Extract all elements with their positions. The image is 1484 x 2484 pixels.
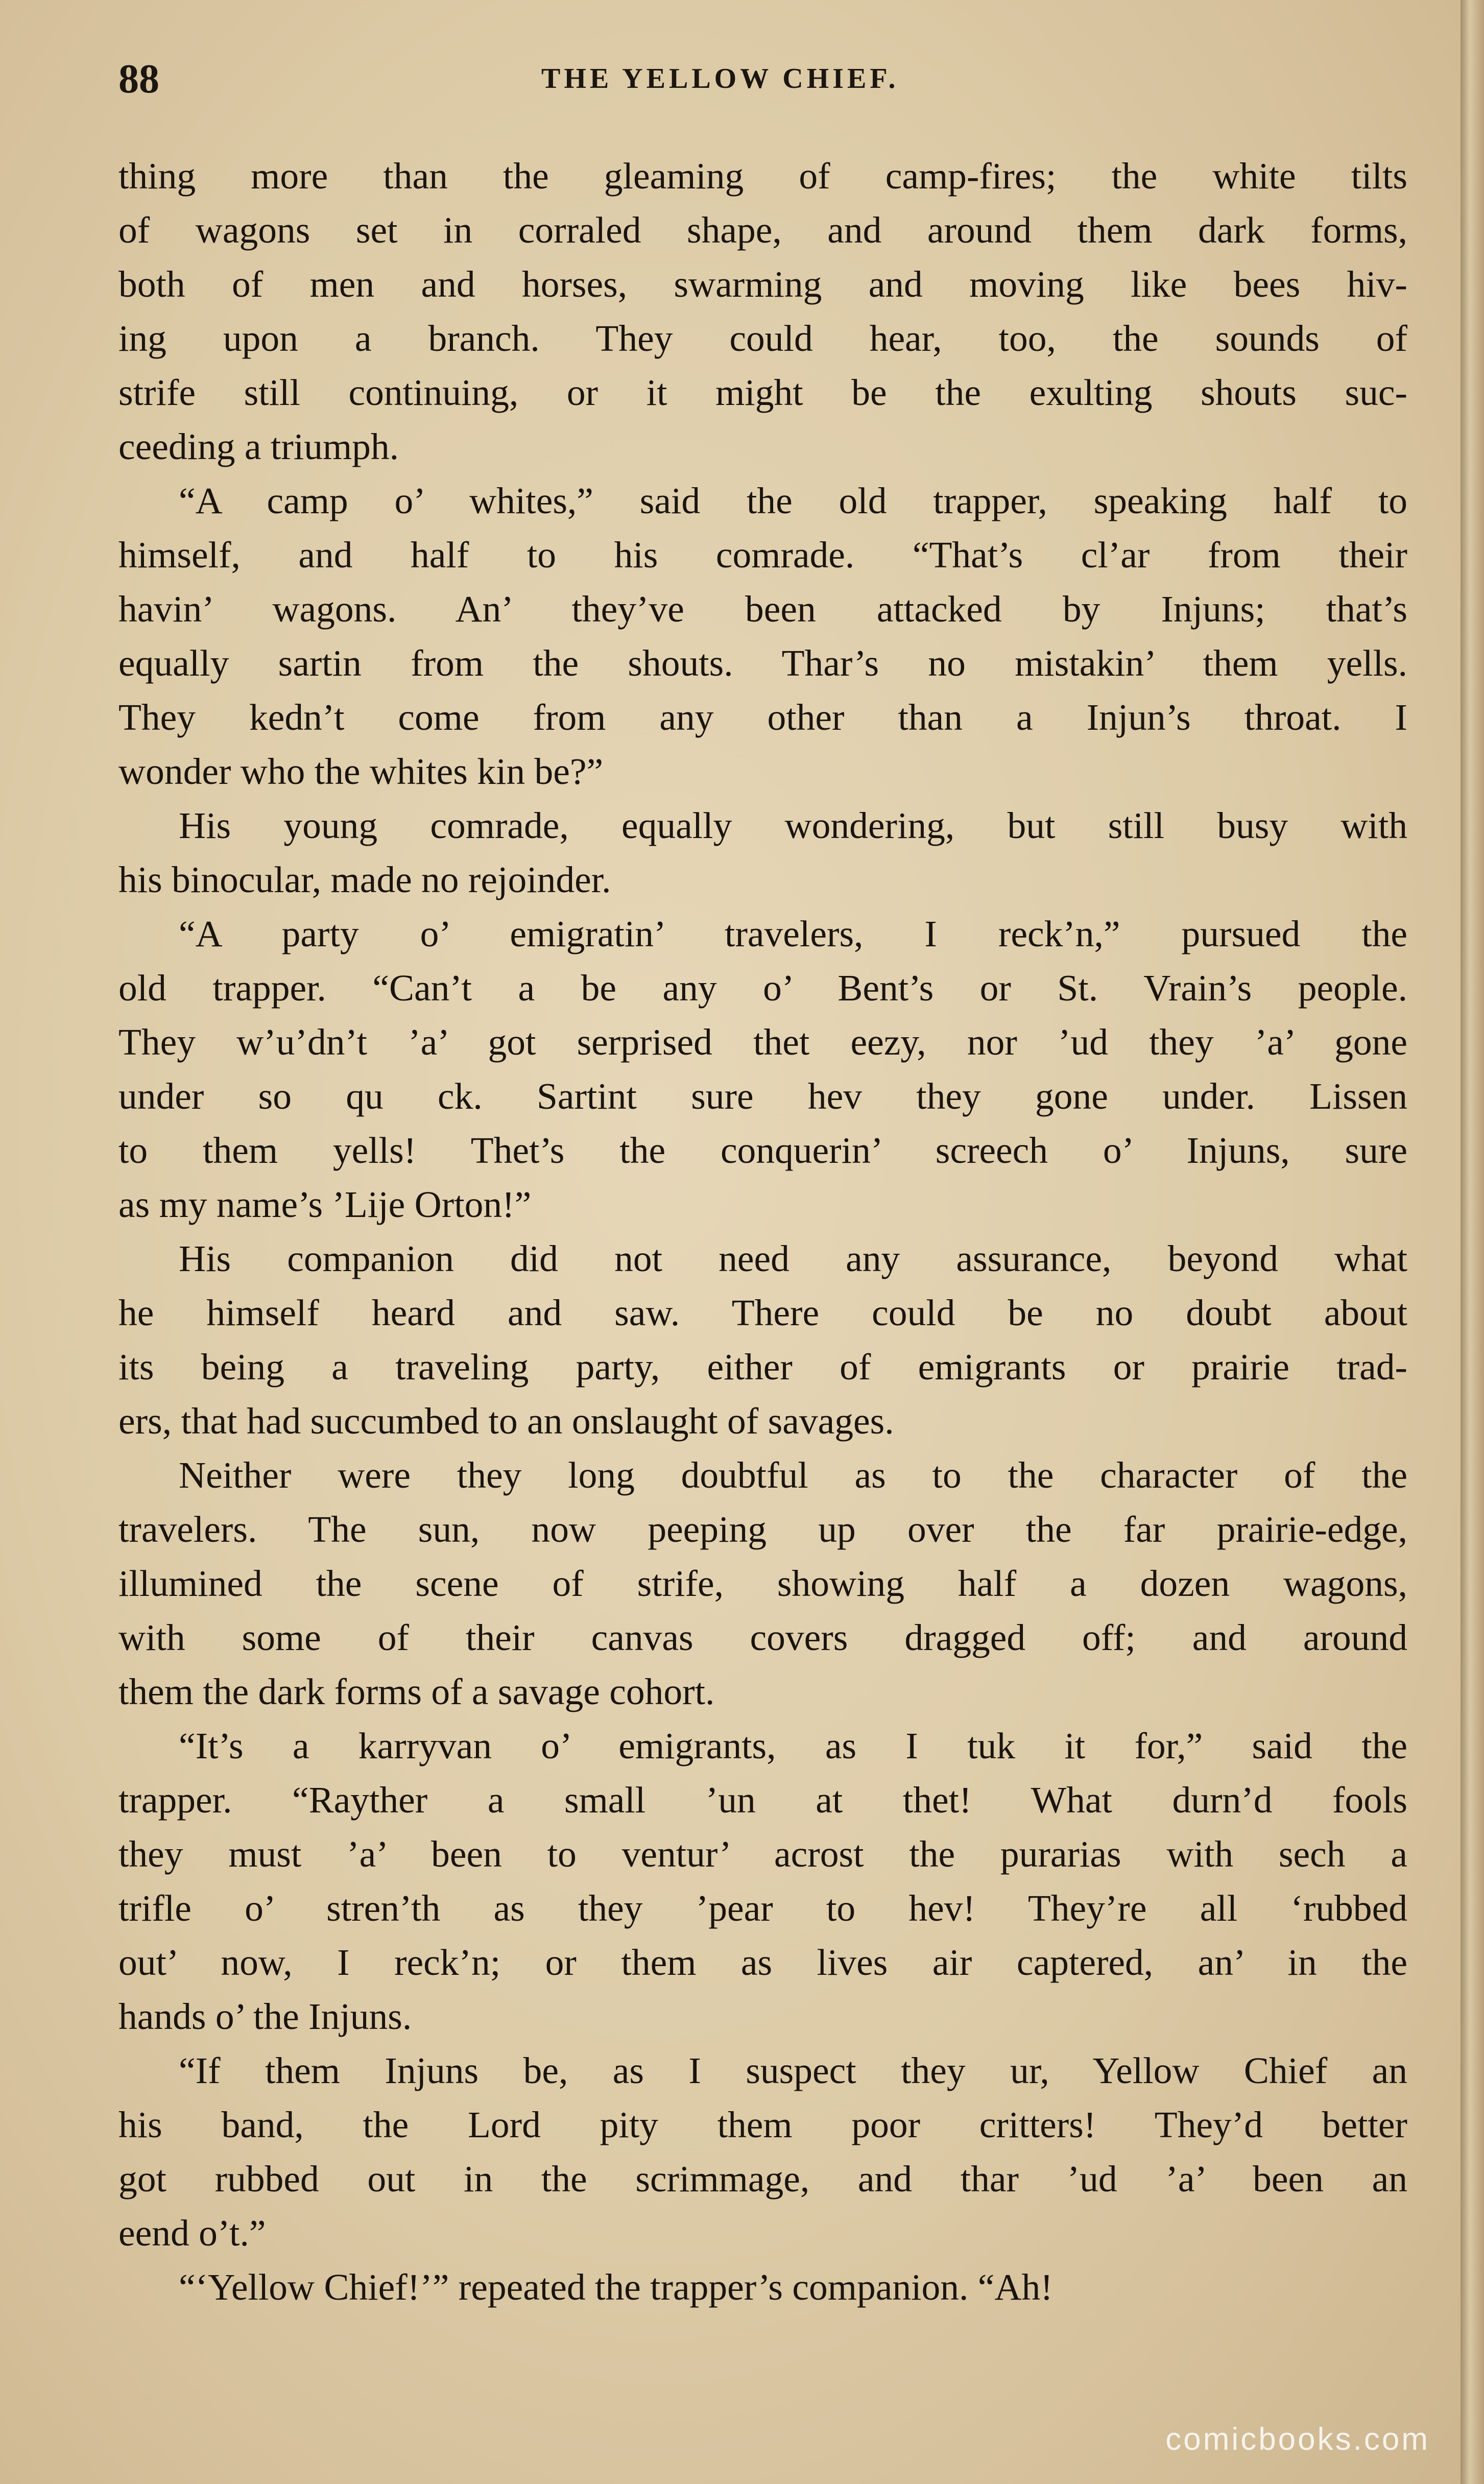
page-number: 88 [118,57,159,102]
text-line: old trapper. “Can’t a be any o’ Bent’s or St. Vrain’s people. [118,967,1407,1009]
text-line: trapper. “Rayther a small ’un at thet! What durn’d fools [118,1779,1407,1821]
text-line: got rubbed out in the scrimmage, and thar ’ud ’a’ been an [118,2158,1407,2200]
text-line: them the dark forms of a savage cohort. [118,1671,715,1712]
text-line: strife still continuing, or it might be the exulting shouts suc- [118,372,1407,413]
paragraph [118,1232,1407,1448]
text-line: His companion did not need any assurance, beyond what [179,1238,1407,1279]
text-line: “A party o’ emigratin’ travelers, I reck’n,” pursued the [179,913,1407,954]
text-line: under so qu ck. Sartint sure hev they gone under. Lissen [118,1076,1407,1117]
text-line: of wagons set in corraled shape, and around them dark forms, [118,209,1407,251]
text-line: his band, the Lord pity them poor critters! They’d better [118,2104,1407,2145]
text-line: his binocular, made no rejoinder. [118,859,611,900]
paragraph [118,1448,1407,1719]
text-line: himself, and half to his comrade. “That’s cl’ar from their [118,534,1407,576]
text-line: they must ’a’ been to ventur’ acrost the purarias with sech a [118,1833,1407,1875]
text-line: wonder who the whites kin be?” [118,751,604,792]
text-line: havin’ wagons. An’ they’ve been attacked by Injuns; that’s [118,588,1407,630]
text-line: he himself heard and saw. There could be no doubt about [118,1292,1407,1333]
text-line: to them yells! Thet’s the conquerin’ screech o’ Injuns, sure [118,1130,1407,1171]
paragraph [118,907,1407,1232]
page-gutter [1461,0,1484,2484]
text-line: its being a traveling party, either of emigrants or prairie trad- [118,1346,1407,1388]
text-line: His young comrade, equally wondering, but still busy with [179,805,1407,846]
text-line: equally sartin from the shouts. Thar’s no mistakin’ them yells. [118,642,1407,684]
text-line: Neither were they long doubtful as to the character of the [179,1454,1407,1496]
text-line: eend o’t.” [118,2212,266,2254]
text-line: ing upon a branch. They could hear, too, the sounds of [118,318,1407,359]
text-line: They kedn’t come from any other than a Injun’s throat. I [118,697,1407,738]
paragraph [118,474,1407,799]
text-line: “A camp o’ whites,” said the old trapper, speaking half to [179,480,1407,521]
paragraph [118,149,1407,474]
running-head: THE YELLOW CHIEF. [541,63,899,94]
text-line: both of men and horses, swarming and moving like bees hiv- [118,264,1407,305]
paragraph [118,2260,1407,2314]
text-line: thing more than the gleaming of camp-fires; the white tilts [118,155,1407,197]
text-line: as my name’s ’Lije Orton!” [118,1184,532,1225]
text-line: illumined the scene of strife, showing half a dozen wagons, [118,1563,1407,1604]
text-line: “If them Injuns be, as I suspect they ur, Yellow Chief an [179,2050,1407,2091]
paragraph [118,2044,1407,2260]
text-line: They w’u’dn’t ’a’ got serprised thet eezy, nor ’ud they ’a’ gone [118,1021,1407,1063]
text-line: ceeding a triumph. [118,426,399,467]
text-line: travelers. The sun, now peeping up over the far prairie-edge, [118,1509,1407,1550]
body-text [118,149,1407,2314]
text-line: “‘Yellow Chief!’” repeated the trapper’s companion. “Ah! [179,2266,1053,2308]
text-line: ers, that had succumbed to an onslaught of savages. [118,1400,894,1442]
watermark-logo: comicbooks.com [1165,2422,1430,2457]
text-line: trifle o’ stren’th as they ’pear to hev! They’re all ‘rubbed [118,1888,1407,1929]
paragraph [118,799,1407,907]
paragraph [118,1719,1407,2044]
text-line: “It’s a karryvan o’ emigrants, as I tuk it for,” said the [179,1725,1407,1766]
text-line: hands o’ the Injuns. [118,1996,412,2037]
text-line: out’ now, I reck’n; or them as lives air captered, an’ in the [118,1942,1407,1983]
text-line: with some of their canvas covers dragged off; and around [118,1617,1407,1658]
